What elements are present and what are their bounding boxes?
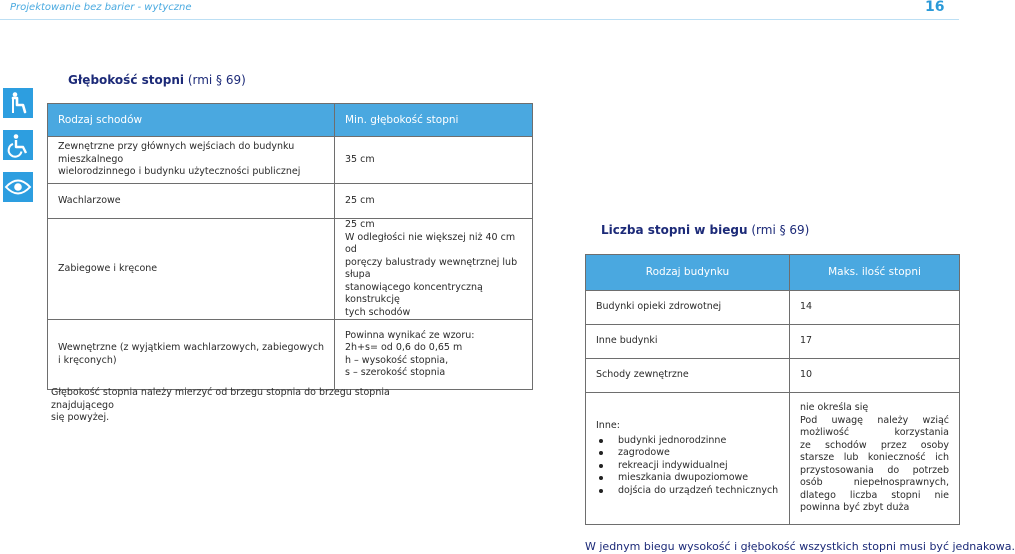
count-ref: (rmi § 69) (751, 223, 810, 237)
building-type-cell: Schody zewnętrzne (586, 359, 790, 393)
list-item: dojścia do urządzeń technicznych (618, 484, 779, 496)
max-steps-cell: 17 (790, 325, 960, 359)
depth-title: Głębokość stopni (68, 73, 184, 87)
list-item: budynki jednorodzinne (618, 435, 779, 448)
depth-ref: (rmi § 69) (187, 73, 246, 87)
stair-type-cell: Zabiegowe i kręcone (48, 219, 335, 320)
step-depth-table (47, 103, 533, 390)
table-row (586, 393, 960, 525)
max-steps-cell: 10 (790, 359, 960, 393)
accessibility-icon (3, 88, 33, 118)
building-type-cell: Budynki opieki zdrowotnej (586, 291, 790, 325)
table-row (586, 291, 960, 325)
min-depth-cell: 25 cm (335, 184, 533, 219)
running-header: Projektowanie bez barier - wytyczne (10, 2, 192, 13)
min-depth-cell: 25 cm W odległości nie większej niż 40 cm od poręczy balustrady wewnętrznej lub słupa stanowiącego koncentryczną konstrukcję tych schodów (335, 219, 533, 320)
table-row (48, 137, 533, 184)
header-divider (0, 19, 959, 20)
header-max-steps: Maks. ilość stopni (790, 255, 960, 291)
building-type-cell: Inne budynki (586, 325, 790, 359)
table-row (48, 219, 533, 320)
eye-icon (3, 172, 33, 202)
max-steps-cell: nie określa się Pod uwagę należy wziąć możliwość korzystania ze schodów przez osoby starsze lub konieczność ich przystosowania do potrzeb osób niepełnosprawnych, dlatego liczba stopni nie powinna być zbyt duża (790, 393, 960, 525)
min-depth-cell: 35 cm (335, 137, 533, 184)
footer-note: W jednym biegu wysokość i głębokość wszystkich stopni musi być jednakowa. (585, 540, 1015, 553)
max-steps-cell: 14 (790, 291, 960, 325)
depth-note: Głębokość stopnia należy mierzyć od brzegu stopnia do brzegu stopnia znajdującego się powyżej. (51, 387, 390, 423)
list-item: mieszkania dwupoziomowe (618, 472, 779, 485)
table-row (48, 184, 533, 219)
list-item: zagrodowe (618, 447, 779, 460)
count-title: Liczba stopni w biegu (601, 223, 748, 237)
header-stair-type: Rodzaj schodów (48, 104, 335, 137)
other-buildings-list (596, 435, 779, 498)
table-row (48, 320, 533, 390)
min-depth-cell: Powinna wynikać ze wzoru: 2h+s= od 0,6 do 0,65 m h – wysokość stopnia, s – szerokość stopnia (335, 320, 533, 390)
table-row (586, 325, 960, 359)
stair-type-cell: Zewnętrzne przy głównych wejściach do budynku mieszkalnego wielorodzinnego i budynku użyteczności publicznej (48, 137, 335, 184)
wheelchair-icon (3, 130, 33, 160)
step-count-table (585, 254, 960, 525)
depth-section-title (68, 73, 246, 87)
table-row (586, 359, 960, 393)
page-number: 16 (925, 0, 945, 15)
header-min-depth: Min. głębokość stopni (335, 104, 533, 137)
building-type-cell: Inne: budynki jednorodzinne zagrodowe rekreacji indywidualnej mieszkania dwupoziomowe dojścia do urządzeń technicznych (586, 393, 790, 525)
count-section-title (601, 223, 809, 237)
stair-type-cell: Wewnętrzne (z wyjątkiem wachlarzowych, zabiegowych i kręconych) (48, 320, 335, 390)
header-building-type: Rodzaj budynku (586, 255, 790, 291)
stair-type-cell: Wachlarzowe (48, 184, 335, 219)
list-item: rekreacji indywidualnej (618, 460, 779, 473)
